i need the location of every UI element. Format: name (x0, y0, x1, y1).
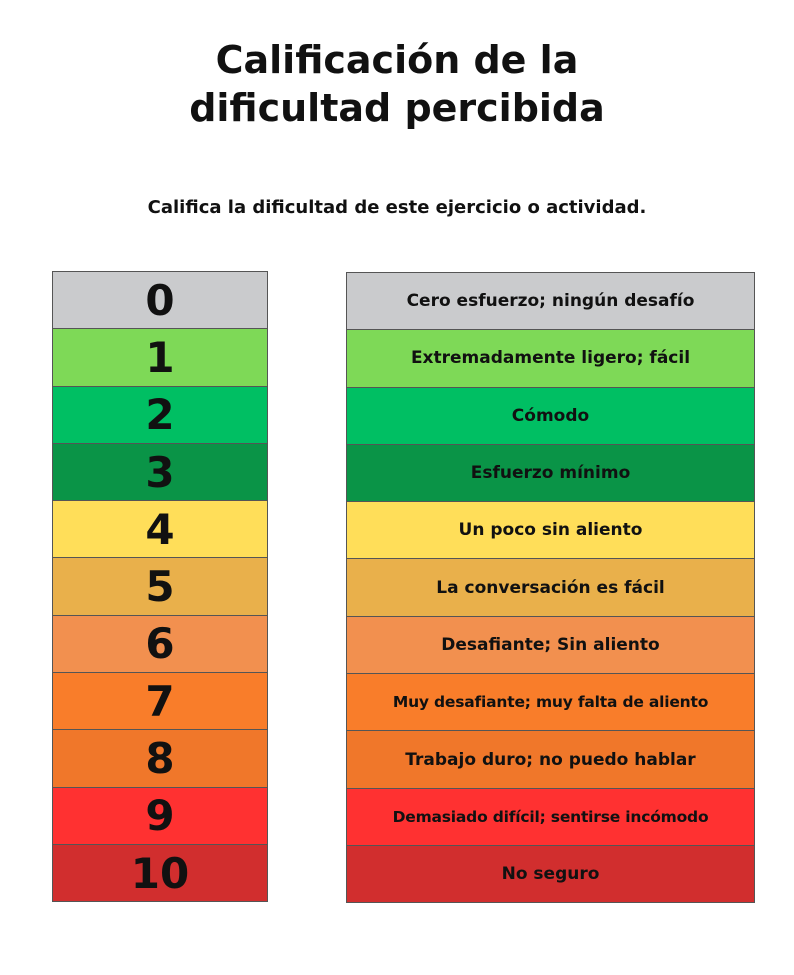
page-title-line-1: Calificación de la (215, 38, 579, 82)
scale-description-7: Muy desafiante; muy falta de aliento (347, 674, 754, 731)
scale-description-5: La conversación es fácil (347, 559, 754, 616)
scale-description-6: Desafiante; Sin aliento (347, 617, 754, 674)
scale-level-5: 5 (53, 558, 267, 615)
scale-level-8: 8 (53, 730, 267, 787)
scale-level-3: 3 (53, 444, 267, 501)
scale-level-0: 0 (53, 272, 267, 329)
page-title-line-2: dificultad percibida (189, 86, 605, 130)
page-subtitle: Califica la dificultad de este ejercicio o actividad. (147, 197, 647, 218)
scale-level-10: 10 (53, 845, 267, 902)
scale-description-1: Extremadamente ligero; fácil (347, 330, 754, 387)
scale-description-10: No seguro (347, 846, 754, 903)
scale-level-7: 7 (53, 673, 267, 730)
scale-description-4: Un poco sin aliento (347, 502, 754, 559)
scale-description-2: Cómodo (347, 388, 754, 445)
scale-description-8: Trabajo duro; no puedo hablar (347, 731, 754, 788)
scale-level-6: 6 (53, 616, 267, 673)
scale-description-3: Esfuerzo mínimo (347, 445, 754, 502)
scale-description-9: Demasiado difícil; sentirse incómodo (347, 789, 754, 846)
scale-level-9: 9 (53, 788, 267, 845)
scale-description-column (346, 272, 755, 903)
scale-level-2: 2 (53, 387, 267, 444)
scale-level-4: 4 (53, 501, 267, 558)
scale-description-0: Cero esfuerzo; ningún desafío (347, 273, 754, 330)
scale-number-column (52, 271, 268, 902)
scale-level-1: 1 (53, 329, 267, 386)
page-title (0, 36, 794, 132)
